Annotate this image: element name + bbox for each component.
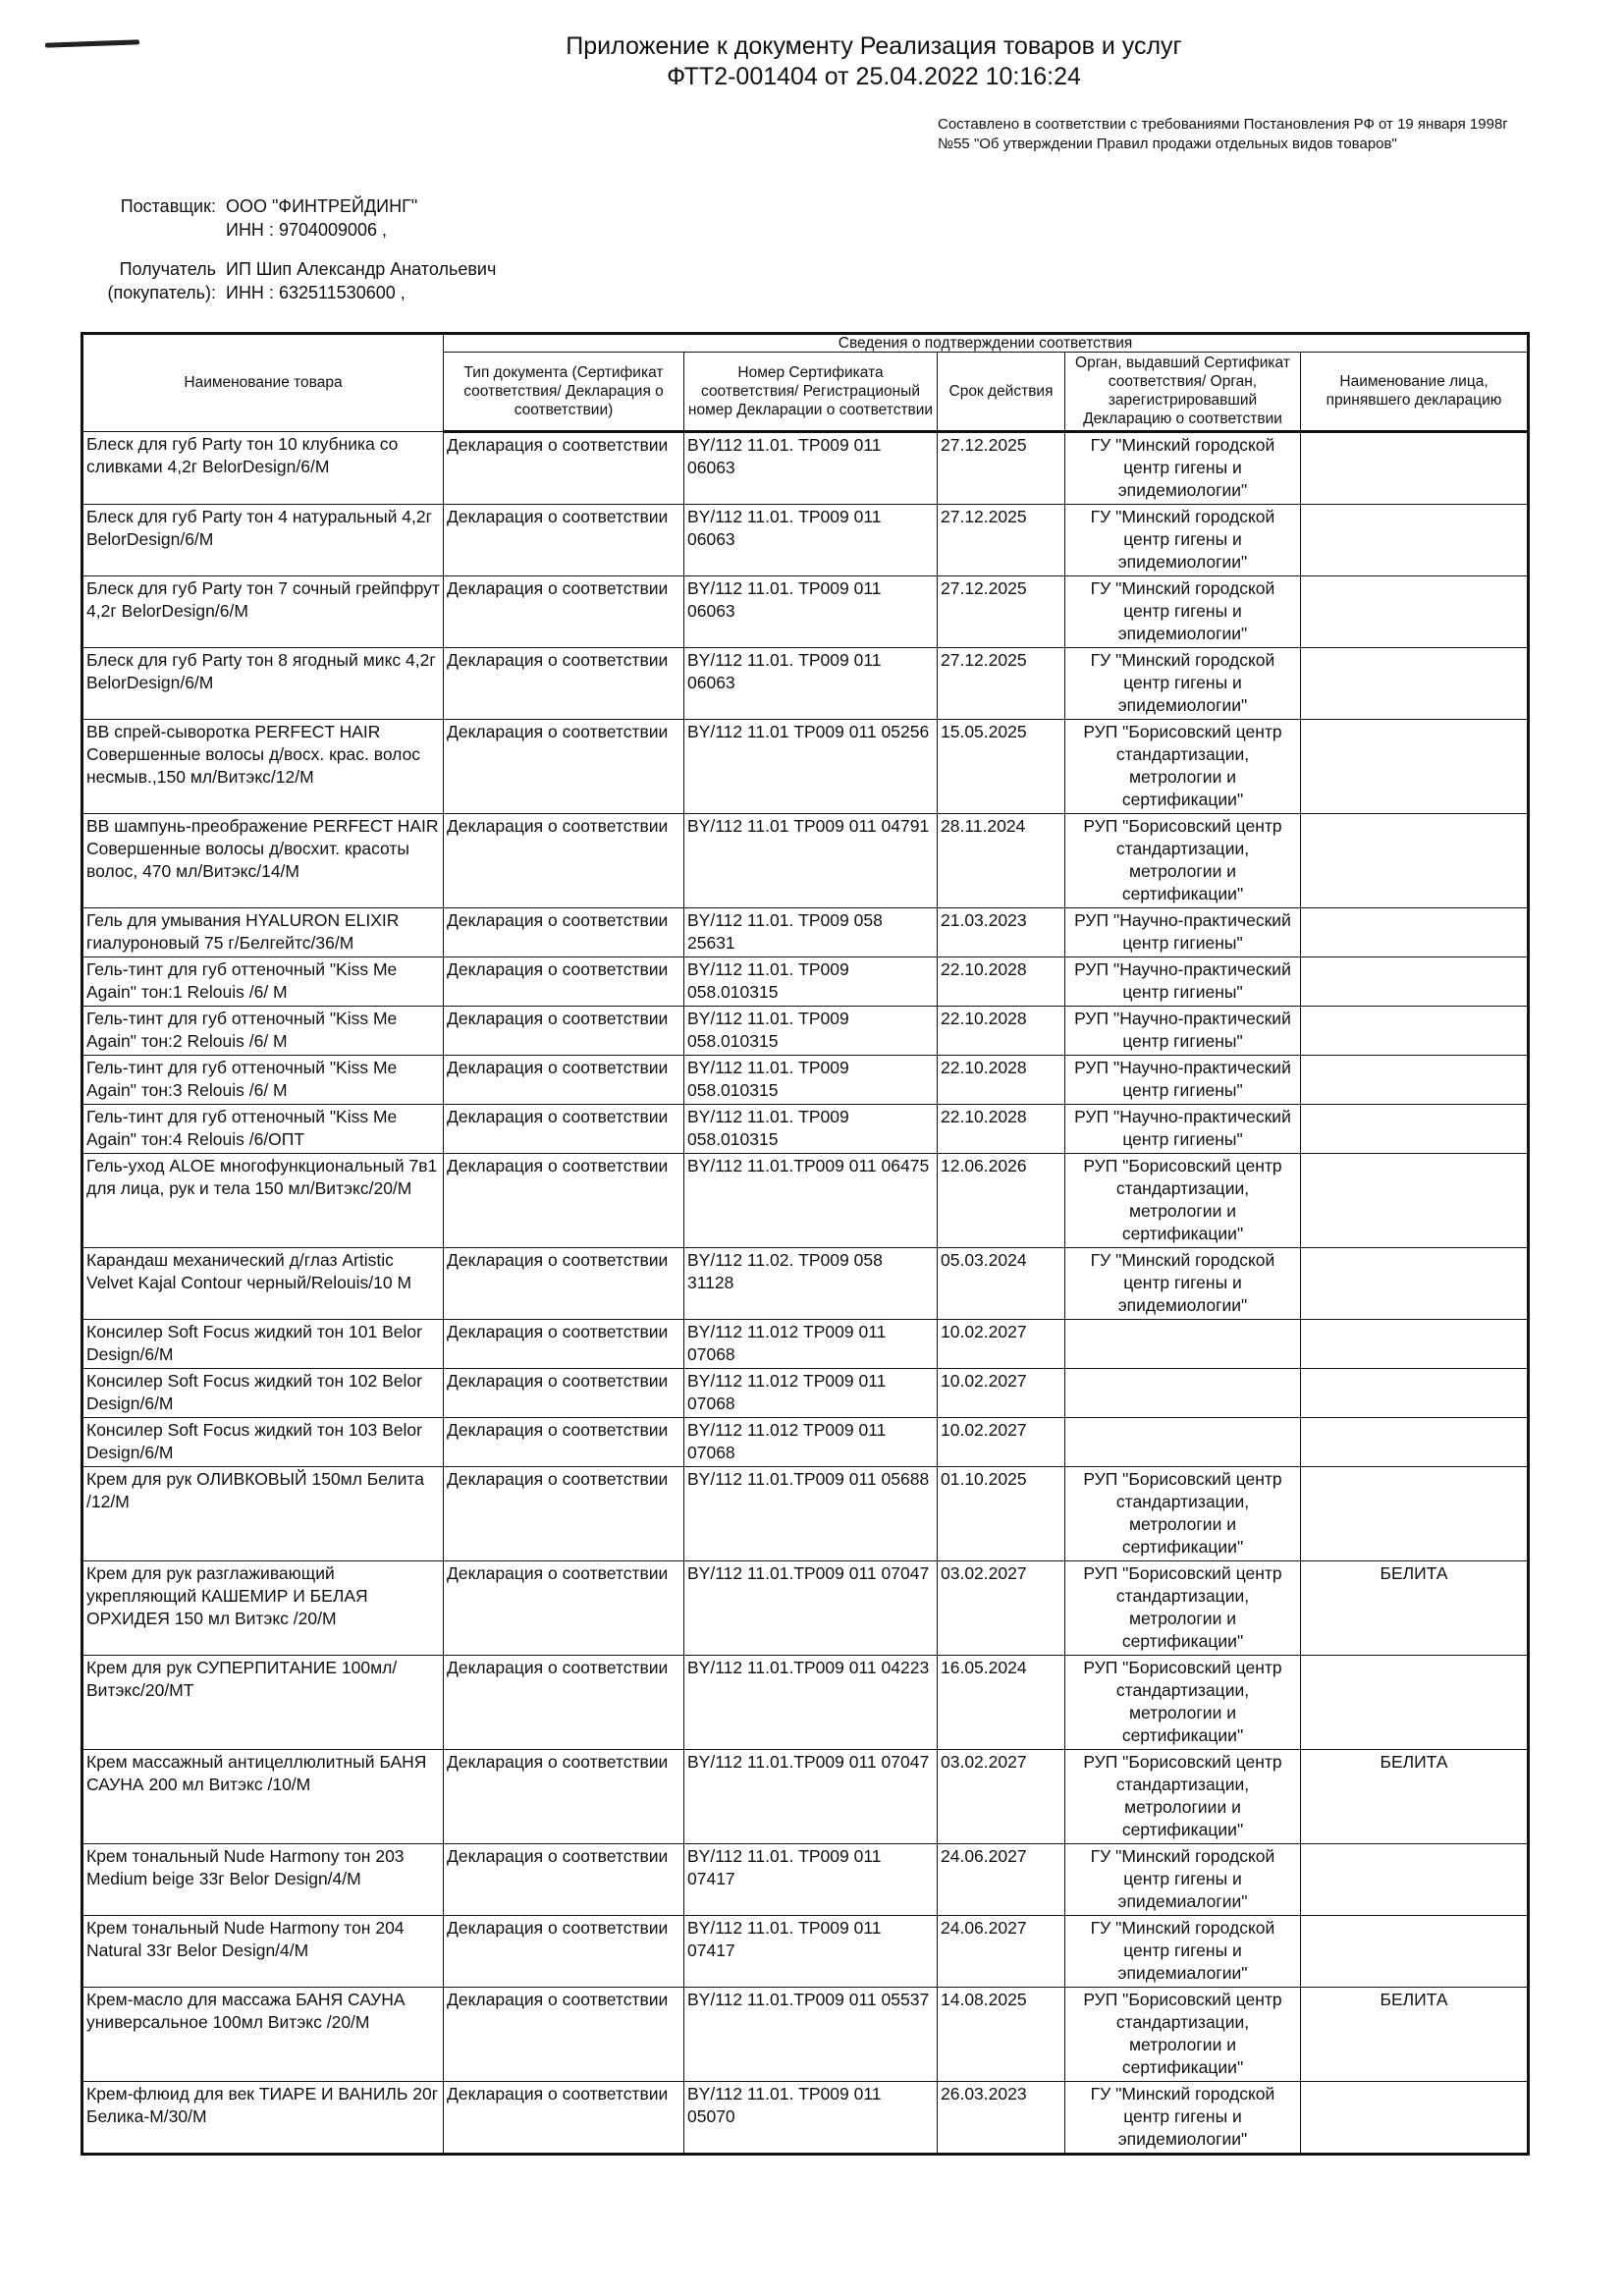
cell-validity: 12.06.2026 [938,1154,1065,1248]
cell-issuing-organ: ГУ "Минский городской центр гигены и эпидемиологии" [1065,2082,1301,2155]
cell-cert-number: BY/112 11.01. ТР009 011 06063 [684,432,938,505]
buyer-name: ИП Шип Александр Анатольевич [226,259,497,279]
buyer-label-line-2: (покупатель): [107,283,216,302]
cell-product-name: ВВ шампунь-преображение PERFECT HAIR Совершенные волосы д/восхит. красоты волос, 470 мл/Витэкс/14/М [82,814,444,908]
cell-issuing-organ: РУП "Борисовский центр стандартизации, метрологии и сертификации" [1065,1561,1301,1656]
cell-declarant: БЕЛИТА [1301,1561,1529,1656]
cell-issuing-organ [1065,1369,1301,1418]
buyer-label-line-1: Получатель [119,259,216,279]
table-row [82,1750,1529,1844]
cell-product-name: Блеск для губ Party тон 4 натуральный 4,2г BelorDesign/6/М [82,505,444,576]
cell-issuing-organ [1065,1320,1301,1369]
table-row [82,908,1529,957]
cell-issuing-organ: РУП "Борисовский центр стандартизации, метрологии и сертификации" [1065,1988,1301,2082]
cell-doc-type: Декларация о соответствии [444,1007,684,1056]
supplier-block [0,194,785,246]
cell-product-name: Гель-тинт для губ оттеночный "Kiss Me Again" тон:2 Relouis /6/ М [82,1007,444,1056]
cell-cert-number: BY/112 11.01 ТР009 011 05256 [684,720,938,814]
cell-declarant [1301,1105,1529,1154]
cell-validity: 27.12.2025 [938,576,1065,648]
cell-issuing-organ: РУП "Научно-практический центр гигиены" [1065,908,1301,957]
supplier-label: Поставщик: [120,196,216,216]
cell-doc-type: Декларация о соответствии [444,720,684,814]
cell-product-name: Блеск для губ Party тон 10 клубника со сливками 4,2г BelorDesign/6/М [82,432,444,505]
cell-cert-number: BY/112 11.012 ТР009 011 07068 [684,1320,938,1369]
cell-product-name: Крем для рук ОЛИВКОВЫЙ 150мл Белита /12/М [82,1467,444,1561]
buyer-inn: ИНН : 632511530600 , [226,283,406,302]
cell-doc-type: Декларация о соответствии [444,1467,684,1561]
cell-issuing-organ: РУП "Научно-практический центр гигиены" [1065,1007,1301,1056]
cell-product-name: Крем для рук разглаживающий укрепляющий КАШЕМИР И БЕЛАЯ ОРХИДЕЯ 150 мл Витэкс /20/М [82,1561,444,1656]
table-row [82,1154,1529,1248]
cell-cert-number: BY/112 11.01.ТР009 011 04223 [684,1656,938,1750]
table-row [82,1369,1529,1418]
table-row [82,1320,1529,1369]
certificate-rows [82,432,1529,2155]
cell-validity: 15.05.2025 [938,720,1065,814]
cell-declarant [1301,648,1529,720]
cell-product-name: Крем для рук СУПЕРПИТАНИЕ 100мл/Витэкс/20/МТ [82,1656,444,1750]
table-row [82,1561,1529,1656]
cell-issuing-organ: РУП "Борисовский центр стандартизации, метрологии и сертификации" [1065,1467,1301,1561]
table-row [82,814,1529,908]
cell-cert-number: BY/112 11.012 ТР009 011 07068 [684,1369,938,1418]
cell-issuing-organ: РУП "Борисовский центр стандартизации, метрологии и сертификации" [1065,1154,1301,1248]
cell-declarant [1301,1916,1529,1988]
cell-validity: 22.10.2028 [938,1056,1065,1105]
cell-product-name: Крем массажный антицеллюлитный БАНЯ САУНА 200 мл Витэкс /10/М [82,1750,444,1844]
cell-doc-type: Декларация о соответствии [444,1248,684,1320]
cell-declarant [1301,2082,1529,2155]
cell-issuing-organ: ГУ "Минский городской центр гигены и эпидемиологии" [1065,432,1301,505]
supplier-inn: ИНН : 9704009006 , [226,220,388,240]
cell-declarant [1301,576,1529,648]
cell-validity: 03.02.2027 [938,1561,1065,1656]
cell-product-name: Блеск для губ Party тон 8 ягодный микс 4,2г BelorDesign/6/М [82,648,444,720]
cell-declarant [1301,1007,1529,1056]
cell-doc-type: Декларация о соответствии [444,648,684,720]
cell-validity: 24.06.2027 [938,1844,1065,1916]
cell-declarant [1301,1320,1529,1369]
cell-validity: 24.06.2027 [938,1916,1065,1988]
cell-issuing-organ: РУП "Научно-практический центр гигиены" [1065,957,1301,1007]
cell-cert-number: BY/112 11.01. ТР009 058.010315 [684,1007,938,1056]
cell-declarant [1301,814,1529,908]
cell-declarant: БЕЛИТА [1301,1988,1529,2082]
cell-validity: 03.02.2027 [938,1750,1065,1844]
cell-cert-number: BY/112 11.01. ТР009 011 06063 [684,505,938,576]
certificate-table [81,332,1530,2156]
cell-validity: 01.10.2025 [938,1467,1065,1561]
table-row [82,1056,1529,1105]
cell-product-name: Крем тональный Nude Harmony тон 204 Natural 33г Belor Design/4/М [82,1916,444,1988]
cell-product-name: Консилер Soft Focus жидкий тон 101 Belor Design/6/М [82,1320,444,1369]
cell-product-name: Карандаш механический д/глаз Artistic Velvet Kajal Contour черный/Relouis/10 М [82,1248,444,1320]
cell-declarant [1301,1467,1529,1561]
cell-issuing-organ: ГУ "Минский городской центр гигены и эпидемиологии" [1065,505,1301,576]
cell-cert-number: BY/112 11.01. ТР009 011 06063 [684,648,938,720]
cell-product-name: ВВ спрей-сыворотка PERFECT HAIR Совершенные волосы д/восх. крас. волос несмыв.,150 мл/Витэкс/12/М [82,720,444,814]
cell-product-name: Крем-флюид для век ТИАРЕ И ВАНИЛЬ 20г Белика-М/30/М [82,2082,444,2155]
cell-doc-type: Декларация о соответствии [444,1750,684,1844]
cell-product-name: Консилер Soft Focus жидкий тон 102 Belor Design/6/М [82,1369,444,1418]
cell-declarant: БЕЛИТА [1301,1750,1529,1844]
cell-product-name: Гель-уход ALOE многофункциональный 7в1 для лица, рук и тела 150 мл/Витэкс/20/М [82,1154,444,1248]
cell-issuing-organ: ГУ "Минский городской центр гигены и эпидемиологии" [1065,648,1301,720]
cell-validity: 27.12.2025 [938,505,1065,576]
cell-cert-number: BY/112 11.01. ТР009 011 05070 [684,2082,938,2155]
cell-cert-number: BY/112 11.01.ТР009 011 06475 [684,1154,938,1248]
cell-product-name: Крем тональный Nude Harmony тон 203 Medium beige 33г Belor Design/4/М [82,1844,444,1916]
cell-product-name: Гель-тинт для губ оттеночный "Kiss Me Again" тон:3 Relouis /6/ М [82,1056,444,1105]
cell-issuing-organ: ГУ "Минский городской центр гигены и эпидемиологии" [1065,1248,1301,1320]
cell-cert-number: BY/112 11.01. ТР009 058.010315 [684,1105,938,1154]
table-row [82,1656,1529,1750]
cell-issuing-organ: РУП "Научно-практический центр гигиены" [1065,1056,1301,1105]
cell-validity: 14.08.2025 [938,1988,1065,2082]
cell-declarant [1301,1154,1529,1248]
header-declarant: Наименование лица, принявшего декларацию [1301,353,1529,432]
table-row [82,1105,1529,1154]
header-group-conformity: Сведения о подтверждении соответствия [444,334,1529,353]
cell-doc-type: Декларация о соответствии [444,505,684,576]
document-title [442,31,1306,92]
table-row [82,1916,1529,1988]
cell-product-name: Консилер Soft Focus жидкий тон 103 Belor Design/6/М [82,1418,444,1467]
cell-cert-number: BY/112 11.01.ТР009 011 05688 [684,1467,938,1561]
cell-validity: 27.12.2025 [938,432,1065,505]
cell-cert-number: BY/112 11.01. ТР009 058.010315 [684,1056,938,1105]
cell-doc-type: Декларация о соответствии [444,1916,684,1988]
table-row [82,648,1529,720]
cell-declarant [1301,1369,1529,1418]
cell-doc-type: Декларация о соответствии [444,2082,684,2155]
cell-declarant [1301,957,1529,1007]
cell-issuing-organ: РУП "Борисовский центр стандартизации, метрологии и сертификации" [1065,1656,1301,1750]
cell-declarant [1301,432,1529,505]
cell-declarant [1301,1248,1529,1320]
cell-validity: 10.02.2027 [938,1418,1065,1467]
cell-product-name: Гель-тинт для губ оттеночный "Kiss Me Again" тон:1 Relouis /6/ М [82,957,444,1007]
cell-doc-type: Декларация о соответствии [444,432,684,505]
cell-cert-number: BY/112 11.01. ТР009 058 25631 [684,908,938,957]
cell-doc-type: Декларация о соответствии [444,1656,684,1750]
cell-product-name: Блеск для губ Party тон 7 сочный грейпфрут 4,2г BelorDesign/6/М [82,576,444,648]
header-cert-number: Номер Сертификата соответствия/ Регистрационый номер Декларации о соответствии [684,353,938,432]
cell-doc-type: Декларация о соответствии [444,1988,684,2082]
cell-cert-number: BY/112 11.01 ТР009 011 04791 [684,814,938,908]
cell-issuing-organ: ГУ "Минский городской центр гигены и эпидемиалогии" [1065,1844,1301,1916]
title-line-1: Приложение к документу Реализация товаров и услуг [566,32,1182,60]
table-row [82,1007,1529,1056]
cell-cert-number: BY/112 11.01.ТР009 011 07047 [684,1750,938,1844]
cell-doc-type: Декларация о соответствии [444,814,684,908]
cell-cert-number: BY/112 11.01.ТР009 011 05537 [684,1988,938,2082]
cell-declarant [1301,908,1529,957]
regulation-note: Составлено в соответствии с требованиями Постановления РФ от 19 января 1998г №55 "Об утверждении Правил продажи отдельных видов товаров" [938,116,1508,152]
cell-validity: 16.05.2024 [938,1656,1065,1750]
cell-issuing-organ: РУП "Борисовский центр стандартизации, метрологии и сертификации" [1065,814,1301,908]
header-product-name: Наименование товара [82,334,444,432]
header-issuing-organ: Орган, выдавший Сертификат соответствия/ Орган, зарегистрировавший Декларацию о соответствии [1065,353,1301,432]
table-row [82,2082,1529,2155]
cell-doc-type: Декларация о соответствии [444,576,684,648]
cell-validity: 05.03.2024 [938,1248,1065,1320]
cell-doc-type: Декларация о соответствии [444,1154,684,1248]
table-row [82,576,1529,648]
table-row [82,1844,1529,1916]
cell-validity: 10.02.2027 [938,1320,1065,1369]
cell-declarant [1301,720,1529,814]
cell-validity: 22.10.2028 [938,1105,1065,1154]
cell-cert-number: BY/112 11.01. ТР009 011 06063 [684,576,938,648]
cell-doc-type: Декларация о соответствии [444,957,684,1007]
cell-validity: 26.03.2023 [938,2082,1065,2155]
table-row [82,957,1529,1007]
title-line-2: ФТТ2-001404 от 25.04.2022 10:16:24 [667,63,1081,90]
cell-validity: 22.10.2028 [938,1007,1065,1056]
header-doc-type: Тип документа (Сертификат соответствия/ Декларация о соответствии) [444,353,684,432]
cell-declarant [1301,1418,1529,1467]
cell-validity: 27.12.2025 [938,648,1065,720]
cell-doc-type: Декларация о соответствии [444,1105,684,1154]
table-row [82,720,1529,814]
cell-doc-type: Декларация о соответствии [444,1561,684,1656]
cell-validity: 10.02.2027 [938,1369,1065,1418]
cell-product-name: Гель для умывания HYALURON ELIXIR гиалуроновый 75 г/Белгейтс/36/М [82,908,444,957]
cell-issuing-organ: РУП "Борисовский центр стандартизации, метрологиии и сертификации" [1065,1750,1301,1844]
cell-declarant [1301,1056,1529,1105]
cell-issuing-organ [1065,1418,1301,1467]
cell-product-name: Гель-тинт для губ оттеночный "Kiss Me Again" тон:4 Relouis /6/ОПТ [82,1105,444,1154]
cell-validity: 22.10.2028 [938,957,1065,1007]
scan-artifact-mark [45,39,139,47]
cell-cert-number: BY/112 11.02. ТР009 058 31128 [684,1248,938,1320]
table-row [82,1248,1529,1320]
cell-doc-type: Декларация о соответствии [444,1369,684,1418]
cell-cert-number: BY/112 11.01. ТР009 011 07417 [684,1844,938,1916]
table-row [82,432,1529,505]
supplier-name: ООО "ФИНТРЕЙДИНГ" [226,196,418,216]
cell-validity: 28.11.2024 [938,814,1065,908]
cell-doc-type: Декларация о соответствии [444,1056,684,1105]
cell-cert-number: BY/112 11.01. ТР009 058.010315 [684,957,938,1007]
cell-declarant [1301,1656,1529,1750]
buyer-block [0,257,785,308]
cell-issuing-organ: РУП "Научно-практический центр гигиены" [1065,1105,1301,1154]
cell-product-name: Крем-масло для массажа БАНЯ САУНА универсальное 100мл Витэкс /20/М [82,1988,444,2082]
cell-declarant [1301,1844,1529,1916]
table-row [82,505,1529,576]
cell-issuing-organ: РУП "Борисовский центр стандартизации, метрологии и сертификации" [1065,720,1301,814]
cell-issuing-organ: ГУ "Минский городской центр гигены и эпидемиологии" [1065,576,1301,648]
cell-cert-number: BY/112 11.012 ТР009 011 07068 [684,1418,938,1467]
header-validity: Срок действия [938,353,1065,432]
table-row [82,1467,1529,1561]
table-row [82,1988,1529,2082]
cell-doc-type: Декларация о соответствии [444,1844,684,1916]
cell-doc-type: Декларация о соответствии [444,1418,684,1467]
cell-doc-type: Декларация о соответствии [444,1320,684,1369]
cell-doc-type: Декларация о соответствии [444,908,684,957]
table-row [82,1418,1529,1467]
cell-cert-number: BY/112 11.01.ТР009 011 07047 [684,1561,938,1656]
cell-validity: 21.03.2023 [938,908,1065,957]
cell-issuing-organ: ГУ "Минский городской центр гигены и эпидемиалогии" [1065,1916,1301,1988]
cell-cert-number: BY/112 11.01. ТР009 011 07417 [684,1916,938,1988]
cell-declarant [1301,505,1529,576]
